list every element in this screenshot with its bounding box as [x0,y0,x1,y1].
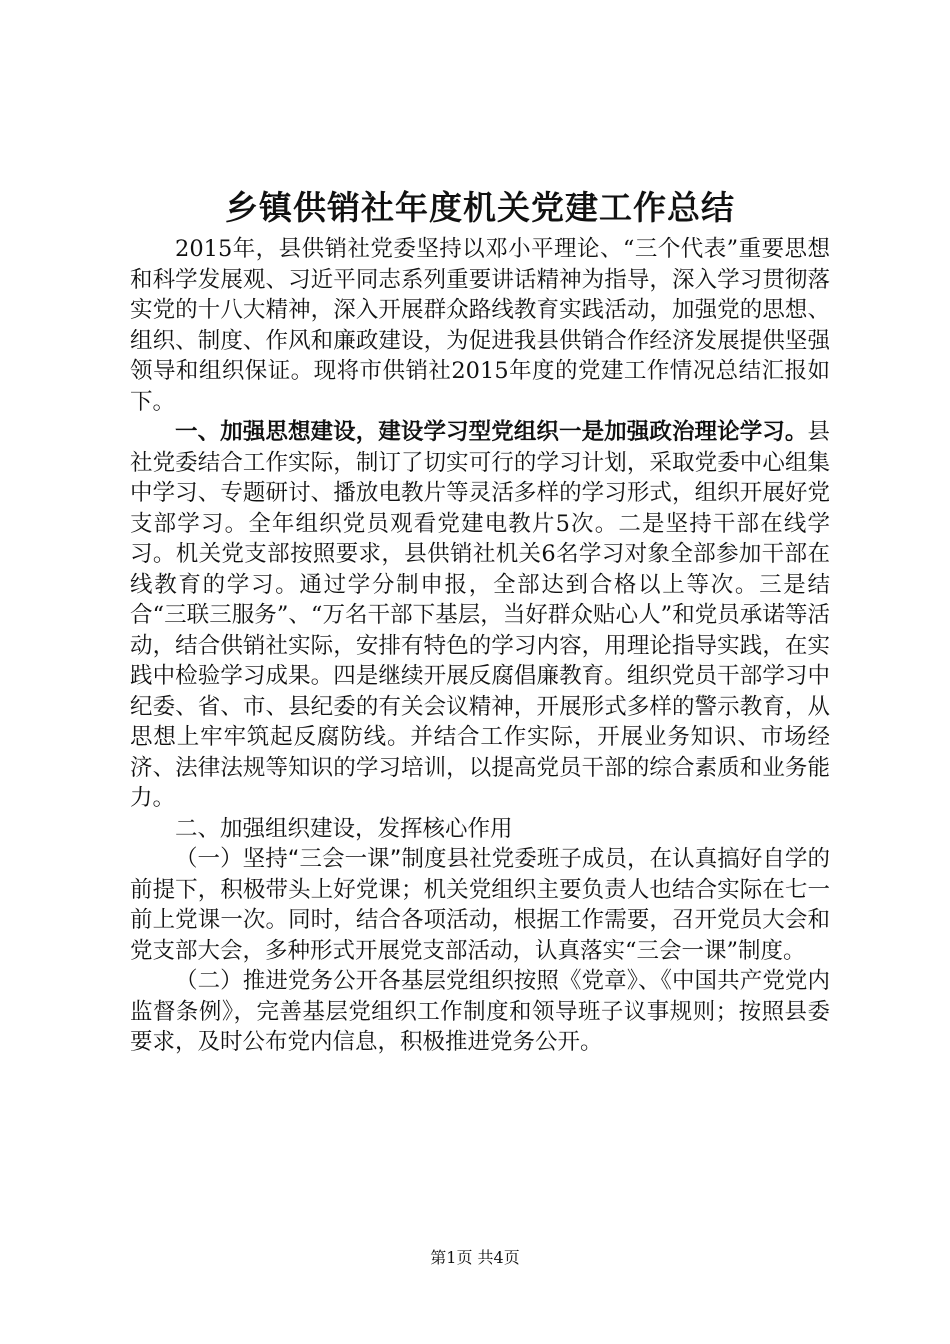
subsection-2-heading: （二）推进党务公开各基层党组织按照《党章》、《中国共产党党内监督条例》，完善基层党组织工作制度和领导班子议事规则；按照县委要求，及时公布党内信息，积极推进党务公开。 [130,968,830,1055]
document-title: 乡镇供销社年度机关党建工作总结 [225,188,735,227]
section-2-heading-text: 二、加强组织建设，发挥核心作用 [175,815,513,842]
document-page [130,0,830,1344]
subsection-1-heading: （一）坚持“三会一课”制度县社党委班子成员，在认真搞好自学的前提下，积极带头上好党课；机关党组织主要负责人也结合实际在七一前上党课一次。 [130,846,830,933]
section-1-text: 县社党委结合工作实际，制订了切实可行的学习计划，采取党委中心组集中学习、专题研讨、播放电教片等灵活多样的学习形式，组织开展好党支部学习。全年组织党员观看党建电教片5次。二是坚持干部在线学习。机关党支部按照要求，县供销社机关6名学习对象全部参加干部在线教育的学习。通过学分制申报，全部达到合格以上等次。三是结合“三联三服务”、“万名干部下基层，当好群众贴心人”和党员承诺等活动，结合供销社实际，安排有特色的学习内容，用理论指导实践，在实践中检验学习成果。四是继续开展反腐倡廉教育。组织党员干部学习中纪委、省、市、县纪委的有关会议精神，开展形式多样的警示教育，从思想上牢牢筑起反腐防线。并结合工作实际，开展业务知识、市场经济、法律法规等知识的学习培训，以提高党员干部的综合素质和业务能力。 [130,419,830,811]
document-body [130,234,830,1058]
subsection-1-text: 同时，结合各项活动，根据工作需要，召开党员大会和党支部大会，多种形式开展党支部活动，认真落实“三会一课”制度。 [130,907,830,964]
section-1-paragraph [130,417,830,814]
page-number-footer: 第1页 共4页 [430,1248,520,1267]
subsection-2-paragraph [130,966,830,1058]
subsection-1-paragraph [130,844,830,966]
section-1-heading: 一、加强思想建设，建设学习型党组织一是加强政治理论学习。 [175,419,808,445]
section-2-heading [130,814,830,845]
intro-paragraph: 2015年，县供销社党委坚持以邓小平理论、“三个代表”重要思想和科学发展观、习近平同志系列重要讲话精神为指导，深入学习贯彻落实党的十八大精神，深入开展群众路线教育实践活动，加强党的思想、组织、制度、作风和廉政建设，为促进我县供销合作经济发展提供坚强领导和组织保证。现将市供销社2015年度的党建工作情况总结汇报如下。 [130,236,830,415]
